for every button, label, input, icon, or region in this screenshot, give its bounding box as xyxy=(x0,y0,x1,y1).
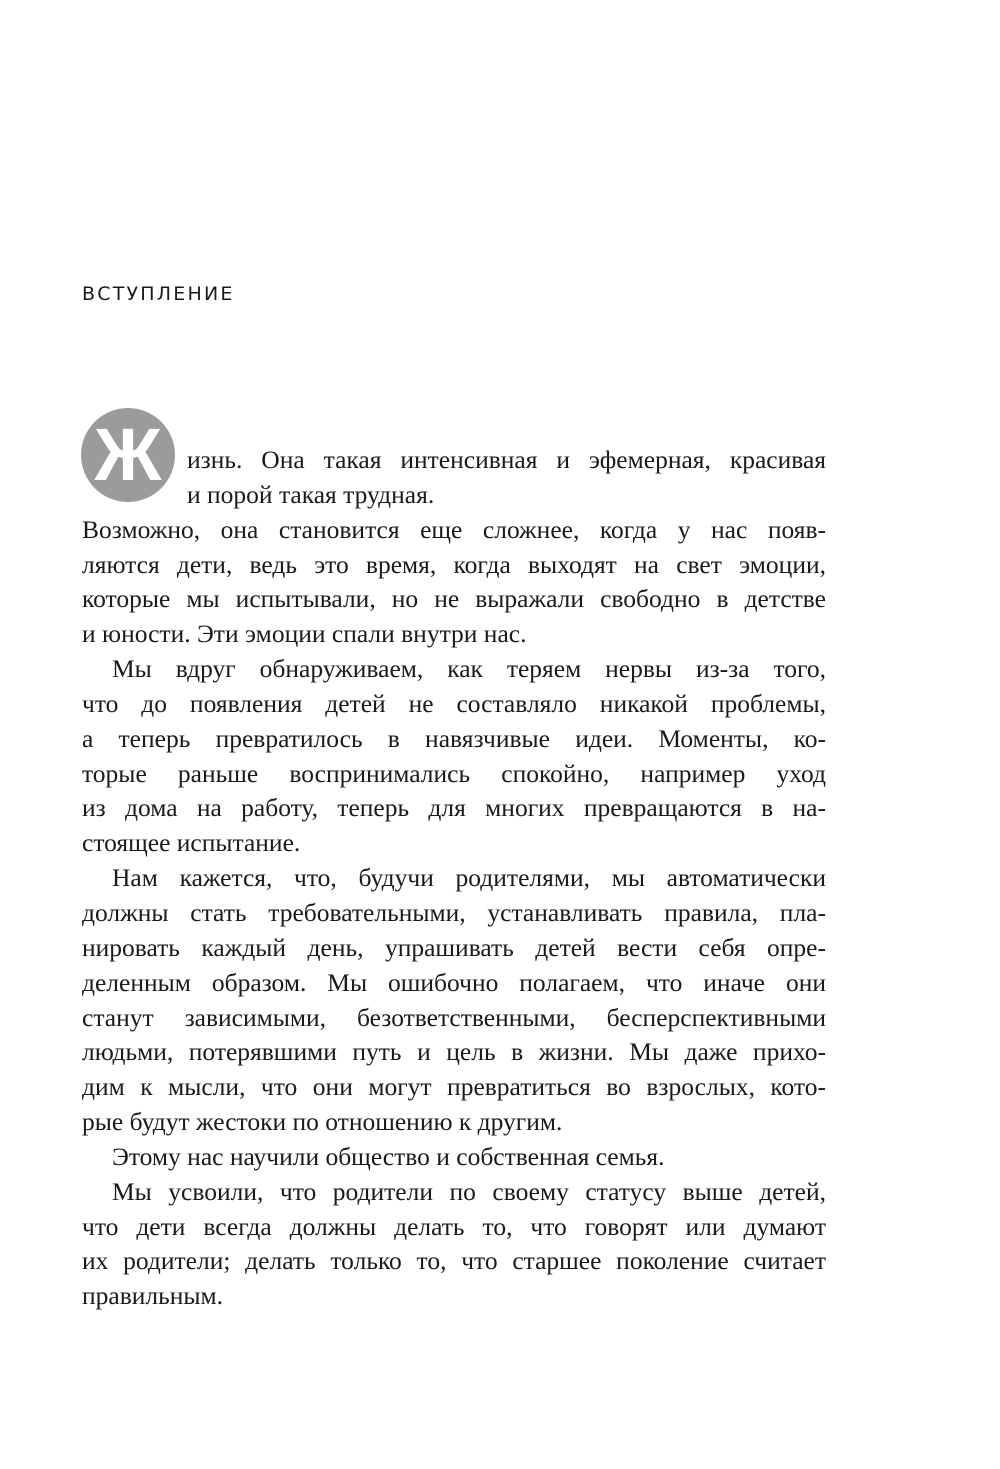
text-line: должны стать требовательными, устанавливать правила, пла- xyxy=(82,897,826,927)
text-line: из дома на работу, теперь для многих превращаются в на- xyxy=(82,793,826,823)
text-line: рые будут жестоки по отношению к другим. xyxy=(82,1107,563,1137)
text-line: торые раньше воспринимались спокойно, например уход xyxy=(82,758,826,788)
text-line: нировать каждый день, упрашивать детей вести себя опре- xyxy=(82,932,826,962)
text-line: Возможно, она становится еще сложнее, когда у нас появ- xyxy=(82,514,826,544)
text-line: правильным. xyxy=(82,1281,224,1311)
drop-cap: Ж xyxy=(81,408,175,502)
chapter-heading: ВСТУПЛЕНИЕ xyxy=(82,283,235,305)
body-text xyxy=(82,443,826,1314)
text-line: Этому нас научили общество и собственная семья. xyxy=(112,1141,665,1171)
text-line: и юности. Эти эмоции спали внутри нас. xyxy=(82,619,527,649)
text-line: стоящее испытание. xyxy=(82,828,301,858)
text-line: Мы усвоили, что родители по своему статусу выше детей, xyxy=(112,1176,826,1206)
text-line: Нам кажется, что, будучи родителями, мы автоматически xyxy=(112,863,826,893)
text-line: их родители; делать только то, что старшее поколение считает xyxy=(82,1246,826,1276)
text-line: что дети всегда должны делать то, что говорят или думают xyxy=(82,1211,826,1241)
text-line: людьми, потерявшими путь и цель в жизни. Мы даже прихо- xyxy=(82,1037,826,1067)
text-line: а теперь превратилось в навязчивые идеи. Моменты, ко- xyxy=(82,723,826,753)
text-line: дим к мысли, что они могут превратиться во взрослых, кото- xyxy=(82,1072,826,1102)
text-line: ляются дети, ведь это время, когда выходят на свет эмоции, xyxy=(82,549,826,579)
text-line: Мы вдруг обнаруживаем, как теряем нервы из-за того, xyxy=(112,654,826,684)
text-line: что до появления детей не составляло никакой проблемы, xyxy=(82,688,826,718)
text-line: деленным образом. Мы ошибочно полагаем, что иначе они xyxy=(82,967,826,997)
text-line: которые мы испытывали, но не выражали свободно в детстве xyxy=(82,584,826,614)
text-line: и порой такая трудная. xyxy=(187,479,435,509)
text-line: изнь. Она такая интенсивная и эфемерная, красивая xyxy=(187,445,826,474)
text-line: станут зависимыми, безответственными, бесперспективными xyxy=(82,1002,826,1032)
